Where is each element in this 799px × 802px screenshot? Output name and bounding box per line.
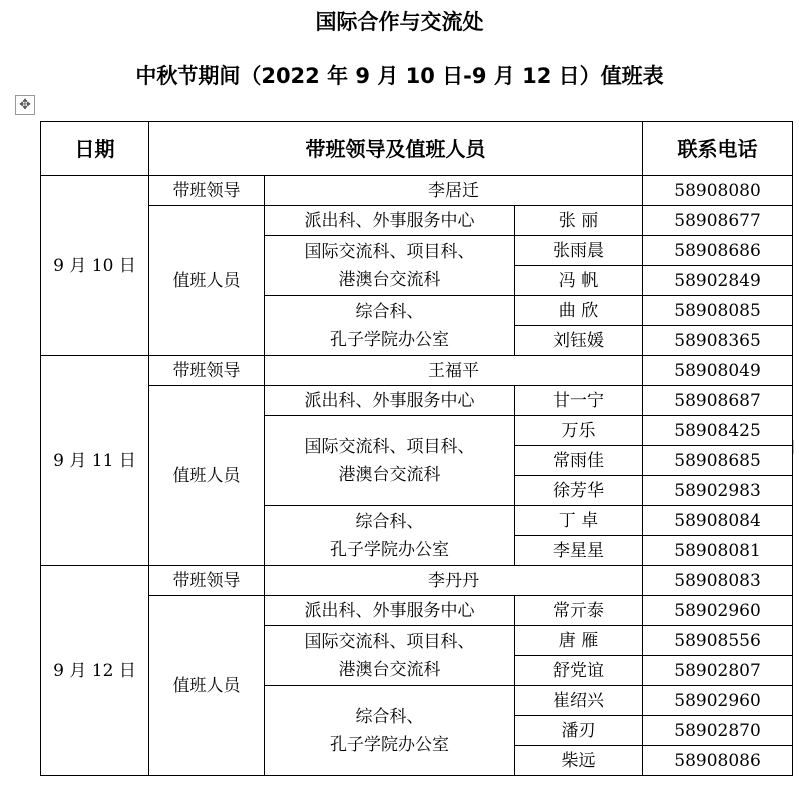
table-row: [41, 596, 793, 626]
dept-line: 综合科、: [355, 301, 424, 322]
staff-name: 万乐: [515, 416, 643, 446]
dept-cell: [265, 506, 515, 566]
table-row: [41, 206, 793, 236]
staff-name: 崔绍兴: [515, 686, 643, 716]
table-row: [41, 386, 793, 416]
page-title: 国际合作与交流处: [315, 10, 484, 34]
table-move-handle-icon[interactable]: ✥: [15, 95, 35, 115]
dept-cell: 派出科、外事服务中心: [265, 596, 515, 626]
table-row: [41, 176, 793, 206]
phone-cell: 58908687: [643, 386, 793, 416]
staff-name: 唐 雁: [515, 626, 643, 656]
phone-cell: 58902870: [643, 716, 793, 746]
dept-cell: 派出科、外事服务中心: [265, 386, 515, 416]
dept-line: 国际交流科、项目科、: [304, 631, 475, 652]
date-cell: 9 月 11 日: [41, 356, 149, 566]
dept-cell: [265, 686, 515, 776]
phone-cell: 58902960: [643, 596, 793, 626]
dept-cell: [265, 296, 515, 356]
dept-cell: [265, 626, 515, 686]
staff-name: 甘一宁: [515, 386, 643, 416]
leader-name: 王福平: [265, 356, 643, 386]
dept-line: 港澳台交流科: [338, 659, 441, 680]
table-row: [41, 566, 793, 596]
staff-name: 张 丽: [515, 206, 643, 236]
phone-cell: 58902983: [643, 476, 793, 506]
phone-cell: 58908084: [643, 506, 793, 536]
phone-cell: 58908049: [643, 356, 793, 386]
dept-line: 港澳台交流科: [338, 464, 441, 485]
phone-cell: 58908677: [643, 206, 793, 236]
dept-line: 港澳台交流科: [338, 269, 441, 290]
leader-label: 带班领导: [149, 566, 265, 596]
dept-line: 孔子学院办公室: [330, 329, 449, 350]
staff-name: 舒党谊: [515, 656, 643, 686]
staff-name: 冯 帆: [515, 266, 643, 296]
phone-cell: 58908425: [643, 416, 793, 446]
date-cell: 9 月 12 日: [41, 566, 149, 776]
leader-name: 李丹丹: [265, 566, 643, 596]
staff-name: 潘刃: [515, 716, 643, 746]
duty-label: 值班人员: [149, 596, 265, 776]
staff-name: 刘钰媛: [515, 326, 643, 356]
page-subtitle: 中秋节期间（2022 年 9 月 10 日-9 月 12 日）值班表: [135, 64, 664, 88]
leader-label: 带班领导: [149, 356, 265, 386]
staff-name: 曲 欣: [515, 296, 643, 326]
dept-line: 孔子学院办公室: [330, 734, 449, 755]
date-cell: 9 月 10 日: [41, 176, 149, 356]
staff-name: 张雨晨: [515, 236, 643, 266]
staff-name: 徐芳华: [515, 476, 643, 506]
staff-name: 常雨佳: [515, 446, 643, 476]
duty-roster-table: [40, 121, 793, 776]
header-staff: 带班领导及值班人员: [149, 122, 643, 176]
phone-cell: 58908556: [643, 626, 793, 656]
duty-label: 值班人员: [149, 386, 265, 566]
dept-cell: [265, 416, 515, 506]
leader-label: 带班领导: [149, 176, 265, 206]
staff-name: 丁 卓: [515, 506, 643, 536]
table-header-row: [41, 122, 793, 176]
staff-name: 柴远: [515, 746, 643, 776]
dept-cell: 派出科、外事服务中心: [265, 206, 515, 236]
phone-cell: 58908080: [643, 176, 793, 206]
dept-line: 国际交流科、项目科、: [304, 436, 475, 457]
leader-name: 李居迁: [265, 176, 643, 206]
header-phone: 联系电话: [643, 122, 793, 176]
phone-cell: 58908083: [643, 566, 793, 596]
staff-name: 李星星: [515, 536, 643, 566]
dept-line: 综合科、: [355, 706, 424, 727]
dept-cell: [265, 236, 515, 296]
phone-cell: 58908365: [643, 326, 793, 356]
dept-line: 国际交流科、项目科、: [304, 241, 475, 262]
header-date: 日期: [41, 122, 149, 176]
phone-cell: 58908086: [643, 746, 793, 776]
phone-cell: 58908685: [643, 446, 793, 476]
dept-line: 孔子学院办公室: [330, 539, 449, 560]
duty-label: 值班人员: [149, 206, 265, 356]
staff-name: 常亓泰: [515, 596, 643, 626]
phone-cell: 58902807: [643, 656, 793, 686]
phone-cell: 58908085: [643, 296, 793, 326]
phone-cell: 58902960: [643, 686, 793, 716]
table-row: [41, 356, 793, 386]
dept-line: 综合科、: [355, 511, 424, 532]
page-edge-marker: [793, 440, 799, 454]
phone-cell: 58902849: [643, 266, 793, 296]
phone-cell: 58908081: [643, 536, 793, 566]
phone-cell: 58908686: [643, 236, 793, 266]
